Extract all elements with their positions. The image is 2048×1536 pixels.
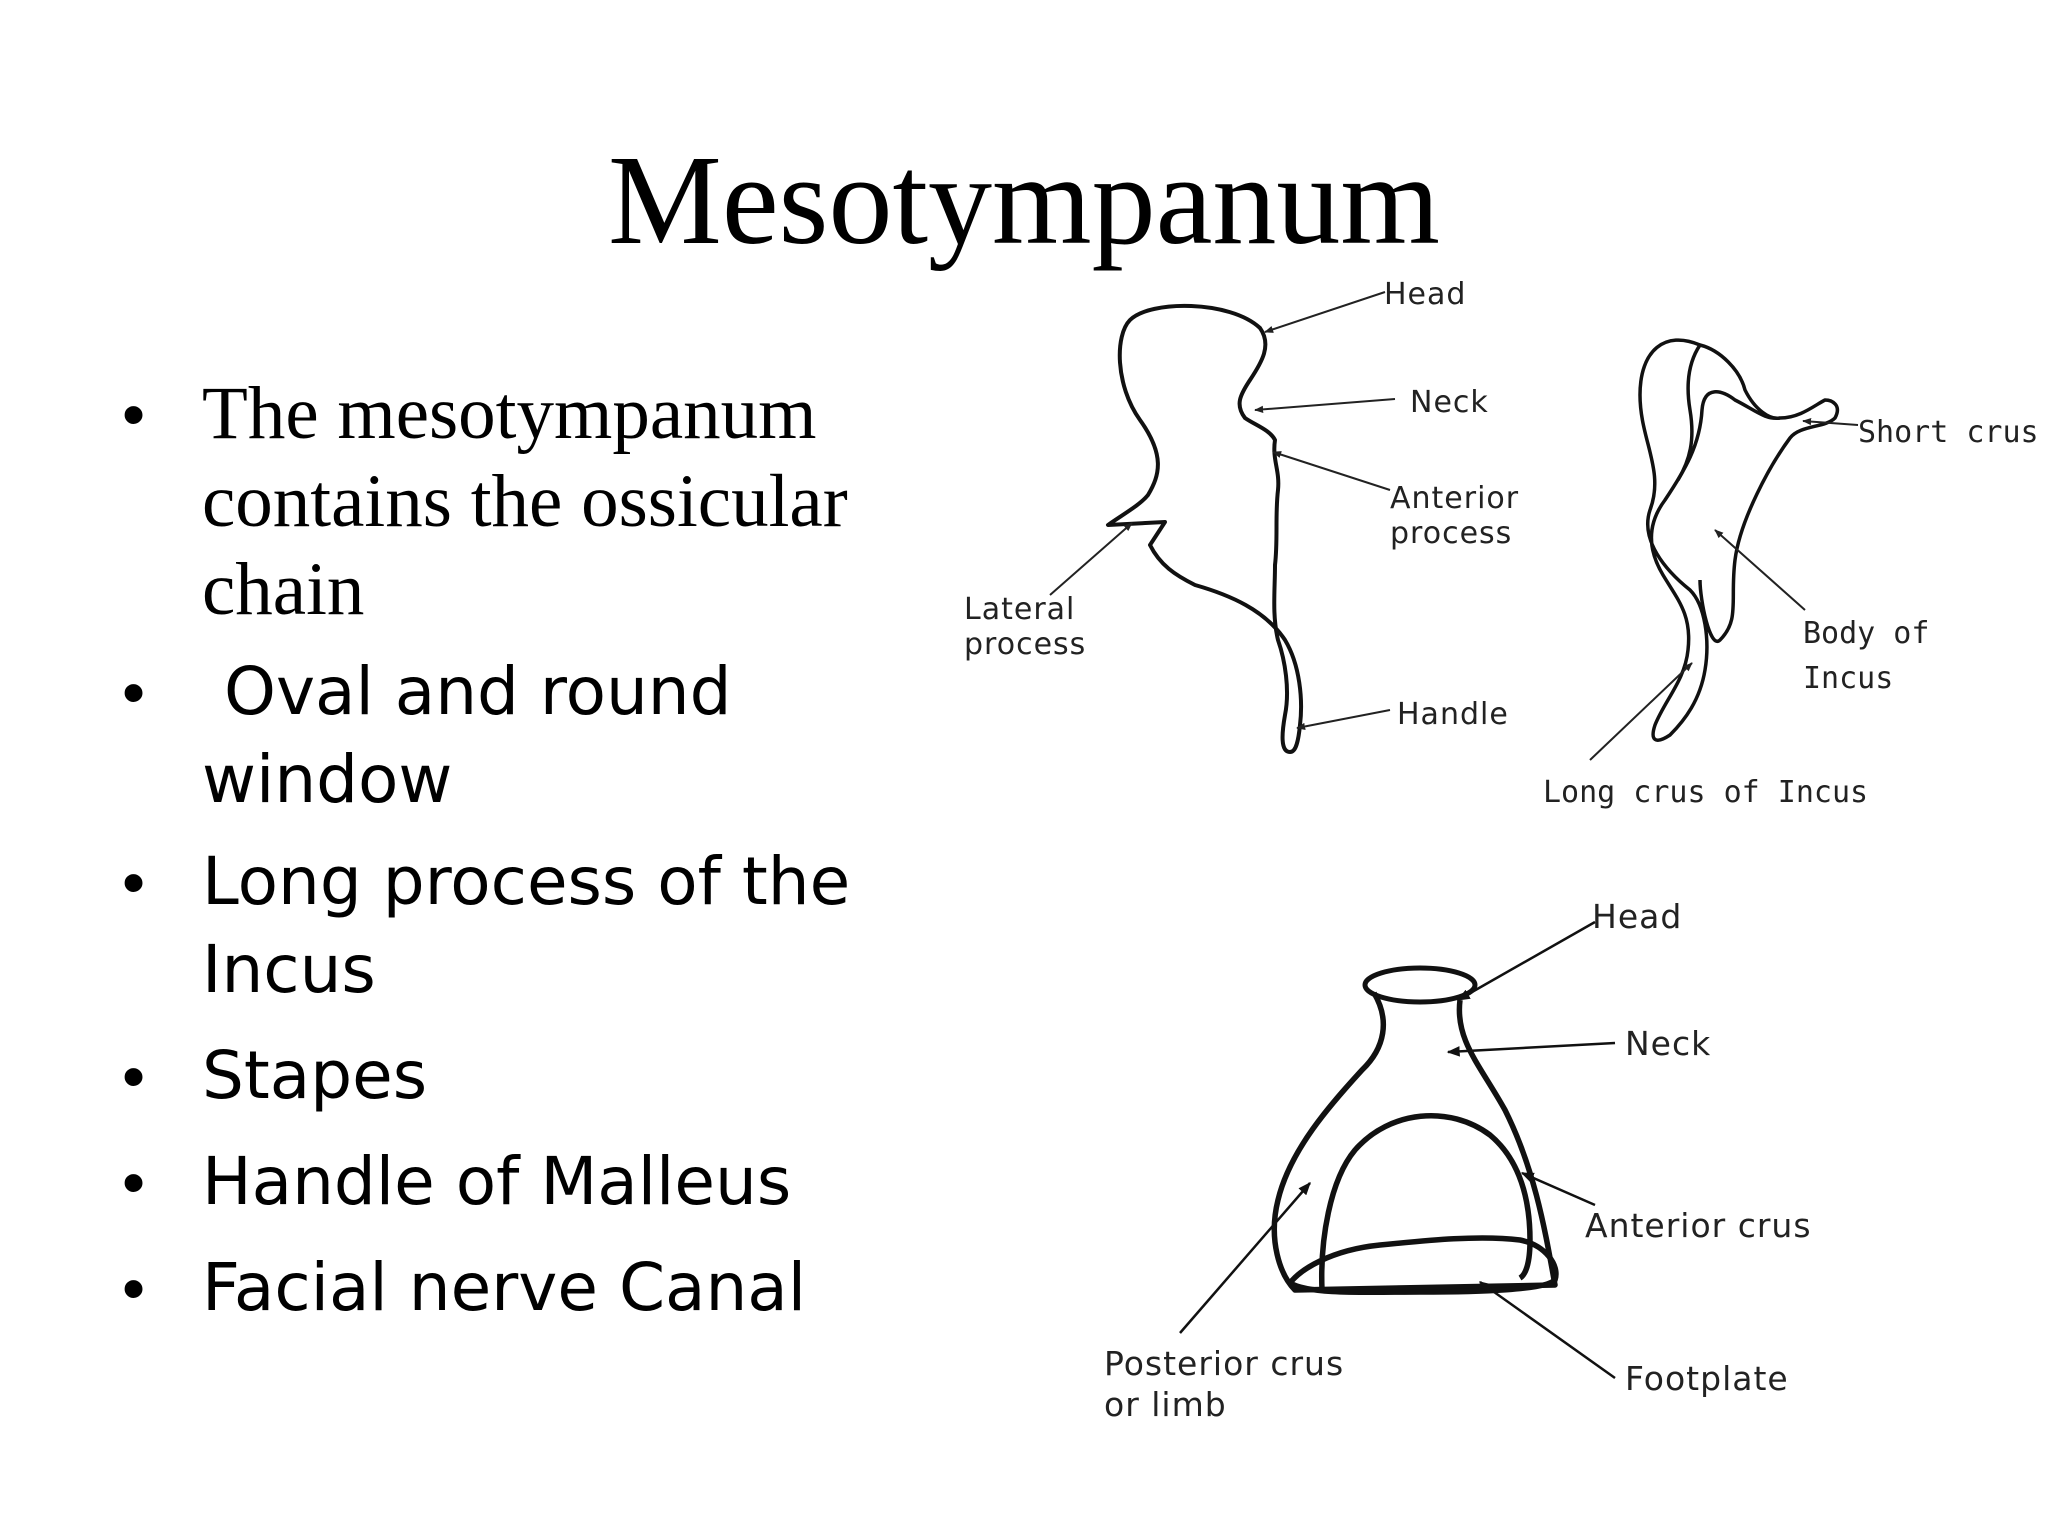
stapes-neck-label: Neck <box>1625 1024 1712 1063</box>
malleus-neck-label: Neck <box>1410 385 1489 420</box>
bullet-marker: • <box>122 1251 146 1325</box>
incus-long-crus-leader <box>1590 663 1692 760</box>
bullet-text: Facial nerve Canal <box>202 1249 807 1326</box>
stapes-head-label: Head <box>1592 897 1683 936</box>
bullet-text: Oval and round window <box>202 653 732 818</box>
stapes-neck-leader <box>1448 1043 1615 1052</box>
incus-body-label-line2: Incus <box>1803 661 1894 696</box>
malleus-head-label: Head <box>1384 277 1467 312</box>
slide-title: Mesotympanum <box>608 129 1440 271</box>
malleus-anterior-process-label-line1: Anterior <box>1390 481 1520 516</box>
incus-body-label-line1: Body of <box>1803 616 1930 651</box>
bullet-marker: • <box>122 1039 146 1113</box>
malleus-head-leader <box>1265 292 1385 332</box>
malleus-handle-label: Handle <box>1397 697 1509 732</box>
stapes-anterior-crus-label: Anterior crus <box>1585 1206 1812 1245</box>
bullet-marker: • <box>122 1145 146 1219</box>
malleus-anterior-process-label-line2: process <box>1390 516 1513 551</box>
incus-inner-loop <box>1678 345 1700 480</box>
incus-body-leader <box>1715 530 1805 610</box>
stapes-posterior-crus-label-line1: Posterior crus <box>1104 1344 1345 1383</box>
malleus-outline <box>1108 306 1301 752</box>
bullet-marker: • <box>122 845 146 919</box>
bullet-text: Stapes <box>202 1037 428 1114</box>
bullet-text: Handle of Malleus <box>202 1143 792 1220</box>
incus-short-crus-label: Short crus <box>1858 415 2039 450</box>
bullet-marker: • <box>122 655 146 729</box>
stapes-inner-arch <box>1322 1116 1530 1290</box>
malleus-figure <box>964 277 1519 752</box>
stapes-outer-outline <box>1274 993 1555 1290</box>
malleus-lateral-process-leader <box>1050 523 1132 595</box>
malleus-lateral-process-label-line2: process <box>964 627 1087 662</box>
stapes-figure <box>1104 897 1812 1424</box>
stapes-head-outline <box>1365 968 1475 1002</box>
bullet-text: Long process of the Incus <box>202 843 851 1008</box>
malleus-neck-leader <box>1255 399 1395 410</box>
stapes-posterior-crus-label-line2: or limb <box>1104 1385 1227 1424</box>
malleus-anterior-process-leader <box>1273 452 1390 490</box>
malleus-handle-leader <box>1297 710 1390 728</box>
stapes-posterior-crus-leader <box>1180 1183 1310 1333</box>
stapes-head-leader <box>1458 922 1595 1000</box>
stapes-footplate-leader <box>1480 1282 1615 1378</box>
stapes-footplate-label: Footplate <box>1625 1359 1789 1398</box>
incus-figure <box>1543 340 2039 810</box>
malleus-lateral-process-label-line1: Lateral <box>964 592 1076 627</box>
incus-long-crus-label: Long crus of Incus <box>1543 775 1869 810</box>
bullet-text: The mesotympanum contains the ossicular chain <box>202 372 848 631</box>
bullet-marker: • <box>122 377 146 451</box>
